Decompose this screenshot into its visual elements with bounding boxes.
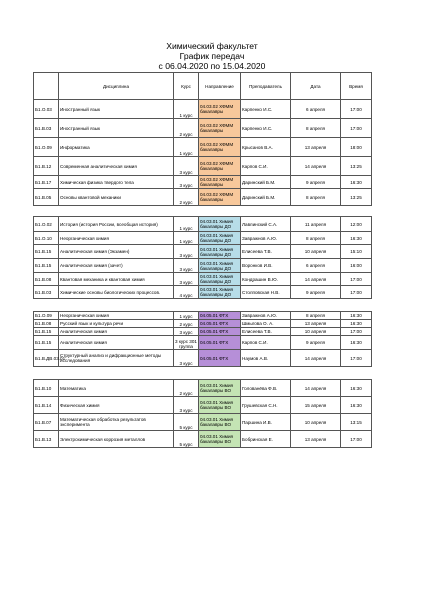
time-cell: 17:00 <box>341 286 372 299</box>
date-cell: 9 апреля <box>291 336 341 350</box>
time-cell: 13:25 <box>341 189 372 206</box>
code-cell: Б1.О.10 <box>34 232 59 245</box>
course-cell: 2 курс <box>174 119 199 138</box>
date-range: с 06.04.2020 по 15.04.2020 <box>158 61 266 71</box>
time-cell: 13:15 <box>341 414 372 431</box>
time-cell: 17:00 <box>341 100 372 119</box>
discipline-cell: Химическая физика твердого тела <box>59 176 174 189</box>
time-cell: 15:10 <box>341 245 372 259</box>
teacher-cell: Карпенко И.С. <box>241 119 291 138</box>
course-cell: 3 курс <box>174 397 199 414</box>
date-cell: 10 апреля <box>291 245 341 259</box>
gap-cell <box>199 367 241 380</box>
date-cell: 14 апреля <box>291 380 341 397</box>
code-cell: Б1.О.03 <box>34 100 59 119</box>
date-cell: 6 апреля <box>291 259 341 273</box>
time-cell: 16:30 <box>341 176 372 189</box>
direction-cell: 04.03.02 ХФММ бакалавры <box>199 189 241 206</box>
gap-cell <box>199 299 241 312</box>
direction-cell: 04.03.01 Химия бакалавры ВО <box>199 431 241 448</box>
table-row <box>34 312 372 320</box>
course-cell: 3 курс <box>174 328 199 336</box>
discipline-cell: Аналитическая химия (Экзамен) <box>59 245 174 259</box>
teacher-cell: Елисеева Т.В. <box>241 245 291 259</box>
course-cell: 3 курс <box>174 273 199 286</box>
direction-cell: 04.03.01 Химия бакалавры ДО <box>199 259 241 273</box>
discipline-cell: Математика <box>59 380 174 397</box>
direction-cell: 04.05.01 ФТХ <box>199 328 241 336</box>
direction-cell: 04.03.02 ХФММ бакалавры <box>199 100 241 119</box>
header-course: Курс <box>174 73 199 100</box>
table-row <box>34 336 372 350</box>
table-row <box>34 414 372 431</box>
table-body <box>34 100 372 448</box>
code-cell: Б1.В.07 <box>34 414 59 431</box>
table-row <box>34 397 372 414</box>
gap-cell <box>34 367 59 380</box>
time-cell: 17:00 <box>341 119 372 138</box>
header-discipline: Дисциплина <box>59 73 174 100</box>
table-row <box>34 328 372 336</box>
gap-cell <box>241 299 291 312</box>
table-row <box>34 350 372 367</box>
header-date: Дата <box>291 73 341 100</box>
direction-cell: 04.03.01 Химия бакалавры ВО <box>199 397 241 414</box>
date-cell: 10 апреля <box>291 328 341 336</box>
table-row <box>34 100 372 119</box>
table-row <box>34 431 372 448</box>
section-gap <box>34 299 372 312</box>
direction-cell: 04.03.01 Химия бакалавры ВО <box>199 380 241 397</box>
discipline-cell: История (история России, всеобщая история) <box>59 217 174 232</box>
teacher-cell: Кондрашин В.Ю. <box>241 273 291 286</box>
discipline-cell: Химические основы биологических процессов. <box>59 286 174 299</box>
teacher-cell: Лавлинский С.А. <box>241 217 291 232</box>
time-cell: 16:30 <box>341 320 372 328</box>
teacher-cell: Даринский Б.М. <box>241 176 291 189</box>
discipline-cell: Неорганическая химия <box>59 312 174 320</box>
section-gap <box>34 367 372 380</box>
direction-cell: 04.03.01 Химия бакалавры ДО <box>199 217 241 232</box>
course-cell: 1 курс <box>174 100 199 119</box>
table-row <box>34 273 372 286</box>
teacher-cell: Паршина И.В. <box>241 414 291 431</box>
table-row <box>34 380 372 397</box>
discipline-cell: Электрохимическая коррозия металлов <box>59 431 174 448</box>
table-row <box>34 259 372 273</box>
gap-cell <box>174 367 199 380</box>
code-cell: Б1.В.05 <box>34 189 59 206</box>
course-cell: 4 курс <box>174 286 199 299</box>
time-cell: 16:30 <box>341 397 372 414</box>
code-cell: Б1.В.10 <box>34 380 59 397</box>
teacher-cell: Даринский Б.М. <box>241 189 291 206</box>
table-row <box>34 245 372 259</box>
date-cell: 13 апреля <box>291 320 341 328</box>
faculty-title: Химический факультет <box>166 41 258 51</box>
discipline-cell: Иностранный язык <box>59 119 174 138</box>
course-cell: 3 курс <box>174 157 199 176</box>
time-cell: 16:30 <box>341 312 372 320</box>
direction-cell: 04.05.01 ФТХ <box>199 350 241 367</box>
discipline-cell: Аналитическая химия <box>59 336 174 350</box>
date-cell: 8 апреля <box>291 119 341 138</box>
course-cell: 2 курс <box>174 320 199 328</box>
code-cell: Б1.В.08 <box>34 273 59 286</box>
time-cell: 16:30 <box>341 232 372 245</box>
teacher-cell: Крысанов В.А. <box>241 138 291 157</box>
course-cell: 3 курс <box>174 245 199 259</box>
teacher-cell: Завражнов А.Ю. <box>241 232 291 245</box>
direction-cell: 04.05.01 ФТХ <box>199 320 241 328</box>
course-cell: 3 курс <box>174 350 199 367</box>
teacher-cell: Наумов А.В. <box>241 350 291 367</box>
table-row <box>34 138 372 157</box>
direction-cell: 04.03.01 Химия бакалавры ДО <box>199 273 241 286</box>
discipline-cell: Современная аналитическая химия <box>59 157 174 176</box>
date-cell: 10 апреля <box>291 414 341 431</box>
code-cell: Б1.В.13 <box>34 431 59 448</box>
direction-cell: 04.03.01 Химия бакалавры ДО <box>199 232 241 245</box>
discipline-cell: Неорганическая химия <box>59 232 174 245</box>
time-cell: 17:00 <box>341 350 372 367</box>
direction-cell: 04.03.02 ХФММ бакалавры <box>199 157 241 176</box>
gap-cell <box>291 299 341 312</box>
table-row <box>34 119 372 138</box>
code-cell: Б1.О.09 <box>34 138 59 157</box>
table-header-row <box>34 73 372 100</box>
code-cell: Б1.В.15 <box>34 336 59 350</box>
code-cell: Б1.В.17 <box>34 176 59 189</box>
gap-cell <box>174 299 199 312</box>
gap-cell <box>341 299 372 312</box>
table-row <box>34 217 372 232</box>
course-cell: 1 курс <box>174 312 199 320</box>
teacher-cell: Грушевская С.Н. <box>241 397 291 414</box>
discipline-cell: Математическая обработка результатов эксперимента <box>59 414 174 431</box>
teacher-cell: Бобринская Е. <box>241 431 291 448</box>
course-cell: 5 курс <box>174 431 199 448</box>
gap-cell <box>341 367 372 380</box>
course-cell: 3 курс 301 группа <box>174 336 199 350</box>
gap-cell <box>241 367 291 380</box>
code-cell: Б1.В.15 <box>34 259 59 273</box>
header-code <box>34 73 59 100</box>
direction-cell: 04.03.02 ХФММ бакалавры <box>199 138 241 157</box>
table-row <box>34 176 372 189</box>
date-cell: 13 апреля <box>291 138 341 157</box>
date-cell: 14 апреля <box>291 350 341 367</box>
header-direction: Направление <box>199 73 241 100</box>
table-row <box>34 232 372 245</box>
discipline-cell: Структурный анализ и дифракционные методы исследования <box>59 350 174 367</box>
time-cell: 16:00 <box>341 259 372 273</box>
date-cell: 13 апреля <box>291 431 341 448</box>
date-cell: 9 апреля <box>291 176 341 189</box>
direction-cell: 04.03.02 ХФММ бакалавры <box>199 119 241 138</box>
course-cell: 5 курс <box>174 414 199 431</box>
code-cell: Б1.В.08 <box>34 320 59 328</box>
gap-cell <box>59 367 174 380</box>
direction-cell: 04.03.01 Химия бакалавры ДО <box>199 286 241 299</box>
gap-cell <box>34 206 59 217</box>
time-cell: 17:00 <box>341 273 372 286</box>
course-cell: 3 курс <box>174 259 199 273</box>
gap-cell <box>241 206 291 217</box>
date-cell: 14 апреля <box>291 157 341 176</box>
discipline-cell: Квантовая механика и квантовая химия <box>59 273 174 286</box>
gap-cell <box>291 206 341 217</box>
code-cell: Б1.В.14 <box>34 397 59 414</box>
time-cell: 16:30 <box>341 336 372 350</box>
teacher-cell: Елисеева Т.В. <box>241 328 291 336</box>
date-cell: 14 апреля <box>291 273 341 286</box>
code-cell: Б1.В.03 <box>34 119 59 138</box>
teacher-cell: Карпенко И.С. <box>241 100 291 119</box>
time-cell: 13:25 <box>341 157 372 176</box>
gap-cell <box>59 299 174 312</box>
date-cell: 15 апреля <box>291 397 341 414</box>
direction-cell: 04.05.01 ФТХ <box>199 312 241 320</box>
teacher-cell: Шмыгова О. А. <box>241 320 291 328</box>
date-cell: 8 апреля <box>291 189 341 206</box>
direction-cell: 04.03.01 Химия бакалавры ВО <box>199 414 241 431</box>
header-teacher: Преподаватель <box>241 73 291 100</box>
course-cell: 3 курс <box>174 176 199 189</box>
date-cell: 8 апреля <box>291 312 341 320</box>
gap-cell <box>291 367 341 380</box>
header-time: Время <box>341 73 372 100</box>
table-row <box>34 189 372 206</box>
discipline-cell: Русский язык и культура речи <box>59 320 174 328</box>
time-cell: 12:00 <box>341 217 372 232</box>
course-cell: 2 курс <box>174 189 199 206</box>
date-cell: 9 апреля <box>291 286 341 299</box>
schedule-title: График передач <box>179 51 245 61</box>
date-cell: 6 апреля <box>291 100 341 119</box>
course-cell: 1 курс <box>174 232 199 245</box>
gap-cell <box>59 206 174 217</box>
table-row <box>34 320 372 328</box>
course-cell: 1 курс <box>174 217 199 232</box>
teacher-cell: Столповская Н.В. <box>241 286 291 299</box>
code-cell: Б1.В.ДВ.03.01 <box>34 350 59 367</box>
gap-cell <box>34 299 59 312</box>
code-cell: Б1.В.15 <box>34 328 59 336</box>
discipline-cell: Иностранный язык <box>59 100 174 119</box>
schedule-table <box>33 72 372 448</box>
time-cell: 17:00 <box>341 431 372 448</box>
section-gap <box>34 206 372 217</box>
discipline-cell: Информатика <box>59 138 174 157</box>
code-cell: Б1.В.15 <box>34 245 59 259</box>
table-row <box>34 157 372 176</box>
direction-cell: 04.03.02 ХФММ бакалавры <box>199 176 241 189</box>
gap-cell <box>199 206 241 217</box>
discipline-cell: Аналитическая химия <box>59 328 174 336</box>
direction-cell: 04.03.01 Химия бакалавры ДО <box>199 245 241 259</box>
teacher-cell: Воронков И.В. <box>241 259 291 273</box>
direction-cell: 04.05.01 ФТХ <box>199 336 241 350</box>
code-cell: Б1.О.09 <box>34 312 59 320</box>
gap-cell <box>341 206 372 217</box>
teacher-cell: Завражнов А.Ю. <box>241 312 291 320</box>
table-row <box>34 286 372 299</box>
teacher-cell: Карпов С.И. <box>241 336 291 350</box>
code-cell: Б1.В.03 <box>34 286 59 299</box>
time-cell: 17:00 <box>341 328 372 336</box>
course-cell: 2 курс <box>174 380 199 397</box>
discipline-cell: Физическая химия <box>59 397 174 414</box>
time-cell: 18:00 <box>341 138 372 157</box>
course-cell: 1 курс <box>174 138 199 157</box>
date-cell: 11 апреля <box>291 217 341 232</box>
code-cell: Б1.В.12 <box>34 157 59 176</box>
time-cell: 16:30 <box>341 380 372 397</box>
discipline-cell: Основы квантовой механики <box>59 189 174 206</box>
teacher-cell: Карпов С.И. <box>241 157 291 176</box>
teacher-cell: Голованёва Ф.В. <box>241 380 291 397</box>
discipline-cell: Аналитическая химия (зачет) <box>59 259 174 273</box>
gap-cell <box>174 206 199 217</box>
code-cell: Б1.О.02 <box>34 217 59 232</box>
date-cell: 8 апреля <box>291 232 341 245</box>
